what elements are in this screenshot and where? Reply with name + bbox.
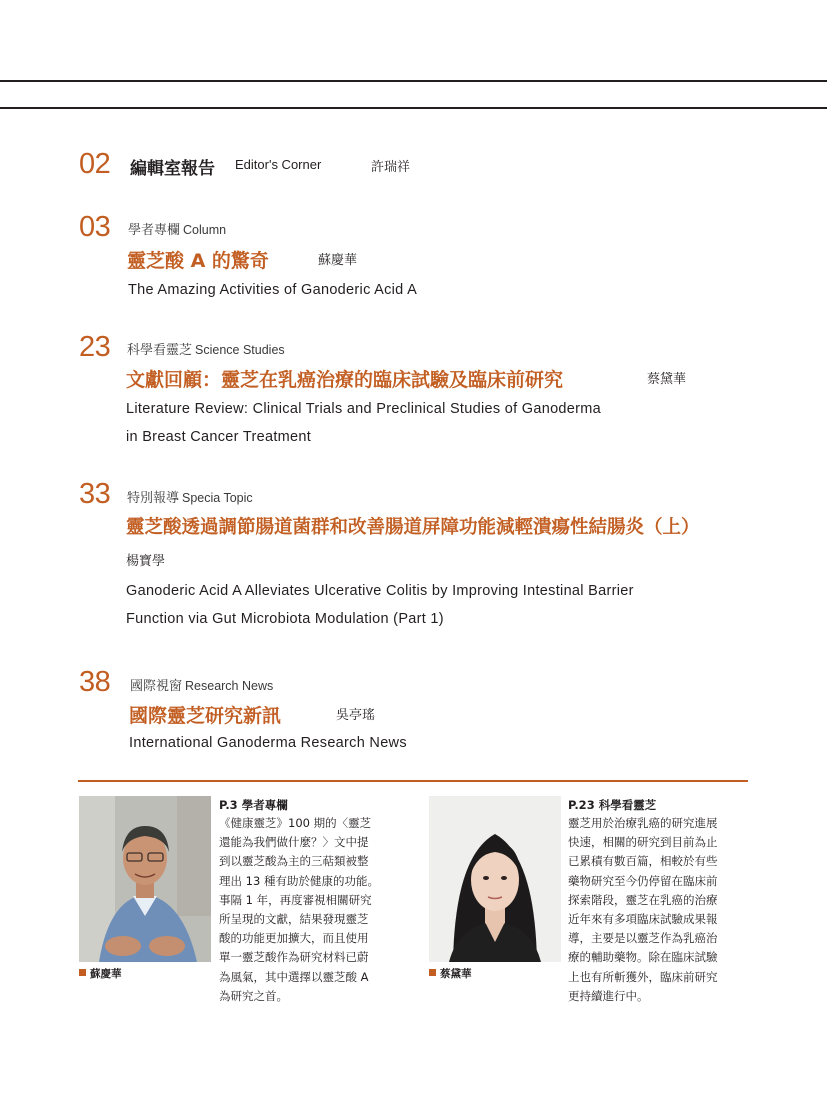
- second-rule: [0, 107, 827, 109]
- summary-line: 近年來有多項臨床試驗成果報: [568, 912, 718, 927]
- entry-title: 編輯室報告: [130, 159, 215, 179]
- summary-line: 藥物研究至今仍停留在臨床前: [568, 873, 718, 888]
- author-photo-su: [79, 796, 211, 962]
- feature-heading: P.3 學者專欄: [219, 798, 288, 812]
- photo-caption: 蔡黛華: [429, 966, 472, 981]
- section-label: 學者專欄 Column: [128, 223, 227, 238]
- feature-heading: P.23 科學看靈芝: [568, 798, 657, 812]
- summary-line: 快速，相關的研究到目前為止: [568, 835, 718, 850]
- section-label: 特別報導 Specia Topic: [127, 491, 253, 506]
- article-title-en: The Amazing Activities of Ganoderic Acid A: [128, 282, 418, 298]
- summary-line: 到以靈芝酸為主的三萜類被整: [219, 854, 369, 869]
- top-rule: [0, 80, 827, 82]
- article-title-en-line1: Ganoderic Acid A Alleviates Ulcerative Colitis by Improving Intestinal Barrier: [126, 583, 634, 599]
- photo-caption: 蘇慶華: [79, 966, 122, 981]
- page-number: 03: [79, 211, 111, 243]
- article-title-en-line2: in Breast Cancer Treatment: [126, 429, 312, 445]
- summary-line: 還能為我們做什麼？〉文中提: [219, 835, 369, 850]
- summary-line: 上也有所斬獲外，臨床前研究: [568, 969, 718, 984]
- entry-title-en: Editor's Corner: [235, 157, 322, 172]
- feature-summary: [219, 814, 379, 1006]
- summary-line: 酸的功能更加擴大，而且使用: [219, 931, 369, 946]
- feature-summary: [568, 814, 718, 1006]
- article-title-en-line1: Literature Review: Clinical Trials and Preclinical Studies of Ganoderma: [126, 401, 602, 417]
- article-author: 蘇慶華: [318, 253, 358, 268]
- article-title: 國際靈芝研究新訊: [129, 705, 282, 727]
- summary-line: 《健康靈芝》100 期的〈靈芝: [219, 816, 372, 830]
- article-title-en: International Ganoderma Research News: [129, 735, 407, 751]
- article-author: 楊寶學: [126, 554, 166, 569]
- article-title: 靈芝酸透過調節腸道菌群和改善腸道屏障功能減輕潰瘍性結腸炎（上）: [126, 517, 700, 538]
- summary-line: 單一靈芝酸作為研究材料已蔚: [219, 950, 369, 965]
- summary-line: 事隔 1 年，再度審視相關研究: [219, 892, 372, 907]
- summary-line: 探索階段，靈芝在乳癌的治療: [568, 892, 718, 907]
- caption-marker: [429, 969, 436, 976]
- page-number: 33: [79, 478, 111, 510]
- entry-author: 許瑞祥: [371, 160, 411, 175]
- summary-line: 所呈現的文獻，結果發現靈芝: [219, 912, 369, 927]
- section-divider: [78, 780, 748, 782]
- summary-line: 療的輔助藥物。除在臨床試驗: [568, 950, 718, 965]
- page-number: 23: [79, 331, 111, 363]
- summary-line: 更持續進行中。: [568, 988, 649, 1003]
- article-title: 文獻回顧：靈芝在乳癌治療的臨床試驗及臨床前研究: [126, 369, 564, 391]
- summary-line: 導，主要是以靈芝作為乳癌治: [568, 931, 718, 946]
- article-author: 吳亭瑤: [336, 708, 376, 723]
- author-photo-tsai: [429, 796, 561, 962]
- article-author: 蔡黛華: [647, 372, 687, 387]
- summary-line: 靈芝用於治療乳癌的研究進展: [568, 816, 718, 830]
- section-label: 科學看靈芝 Science Studies: [127, 343, 285, 358]
- section-label: 國際視窗 Research News: [130, 679, 274, 694]
- summary-line: 為研究之首。: [219, 988, 288, 1003]
- page-number: 02: [79, 148, 111, 180]
- summary-line: 理出 13 種有助於健康的功能。: [219, 873, 379, 888]
- summary-line: 為風氣，其中選擇以靈芝酸 A: [219, 969, 369, 984]
- summary-line: 已累積有數百篇，相較於有些: [568, 854, 718, 869]
- article-title-en-line2: Function via Gut Microbiota Modulation (Part 1): [126, 611, 444, 627]
- caption-marker: [79, 969, 86, 976]
- article-title: 靈芝酸 A 的驚奇: [127, 250, 269, 272]
- page-number: 38: [79, 666, 111, 698]
